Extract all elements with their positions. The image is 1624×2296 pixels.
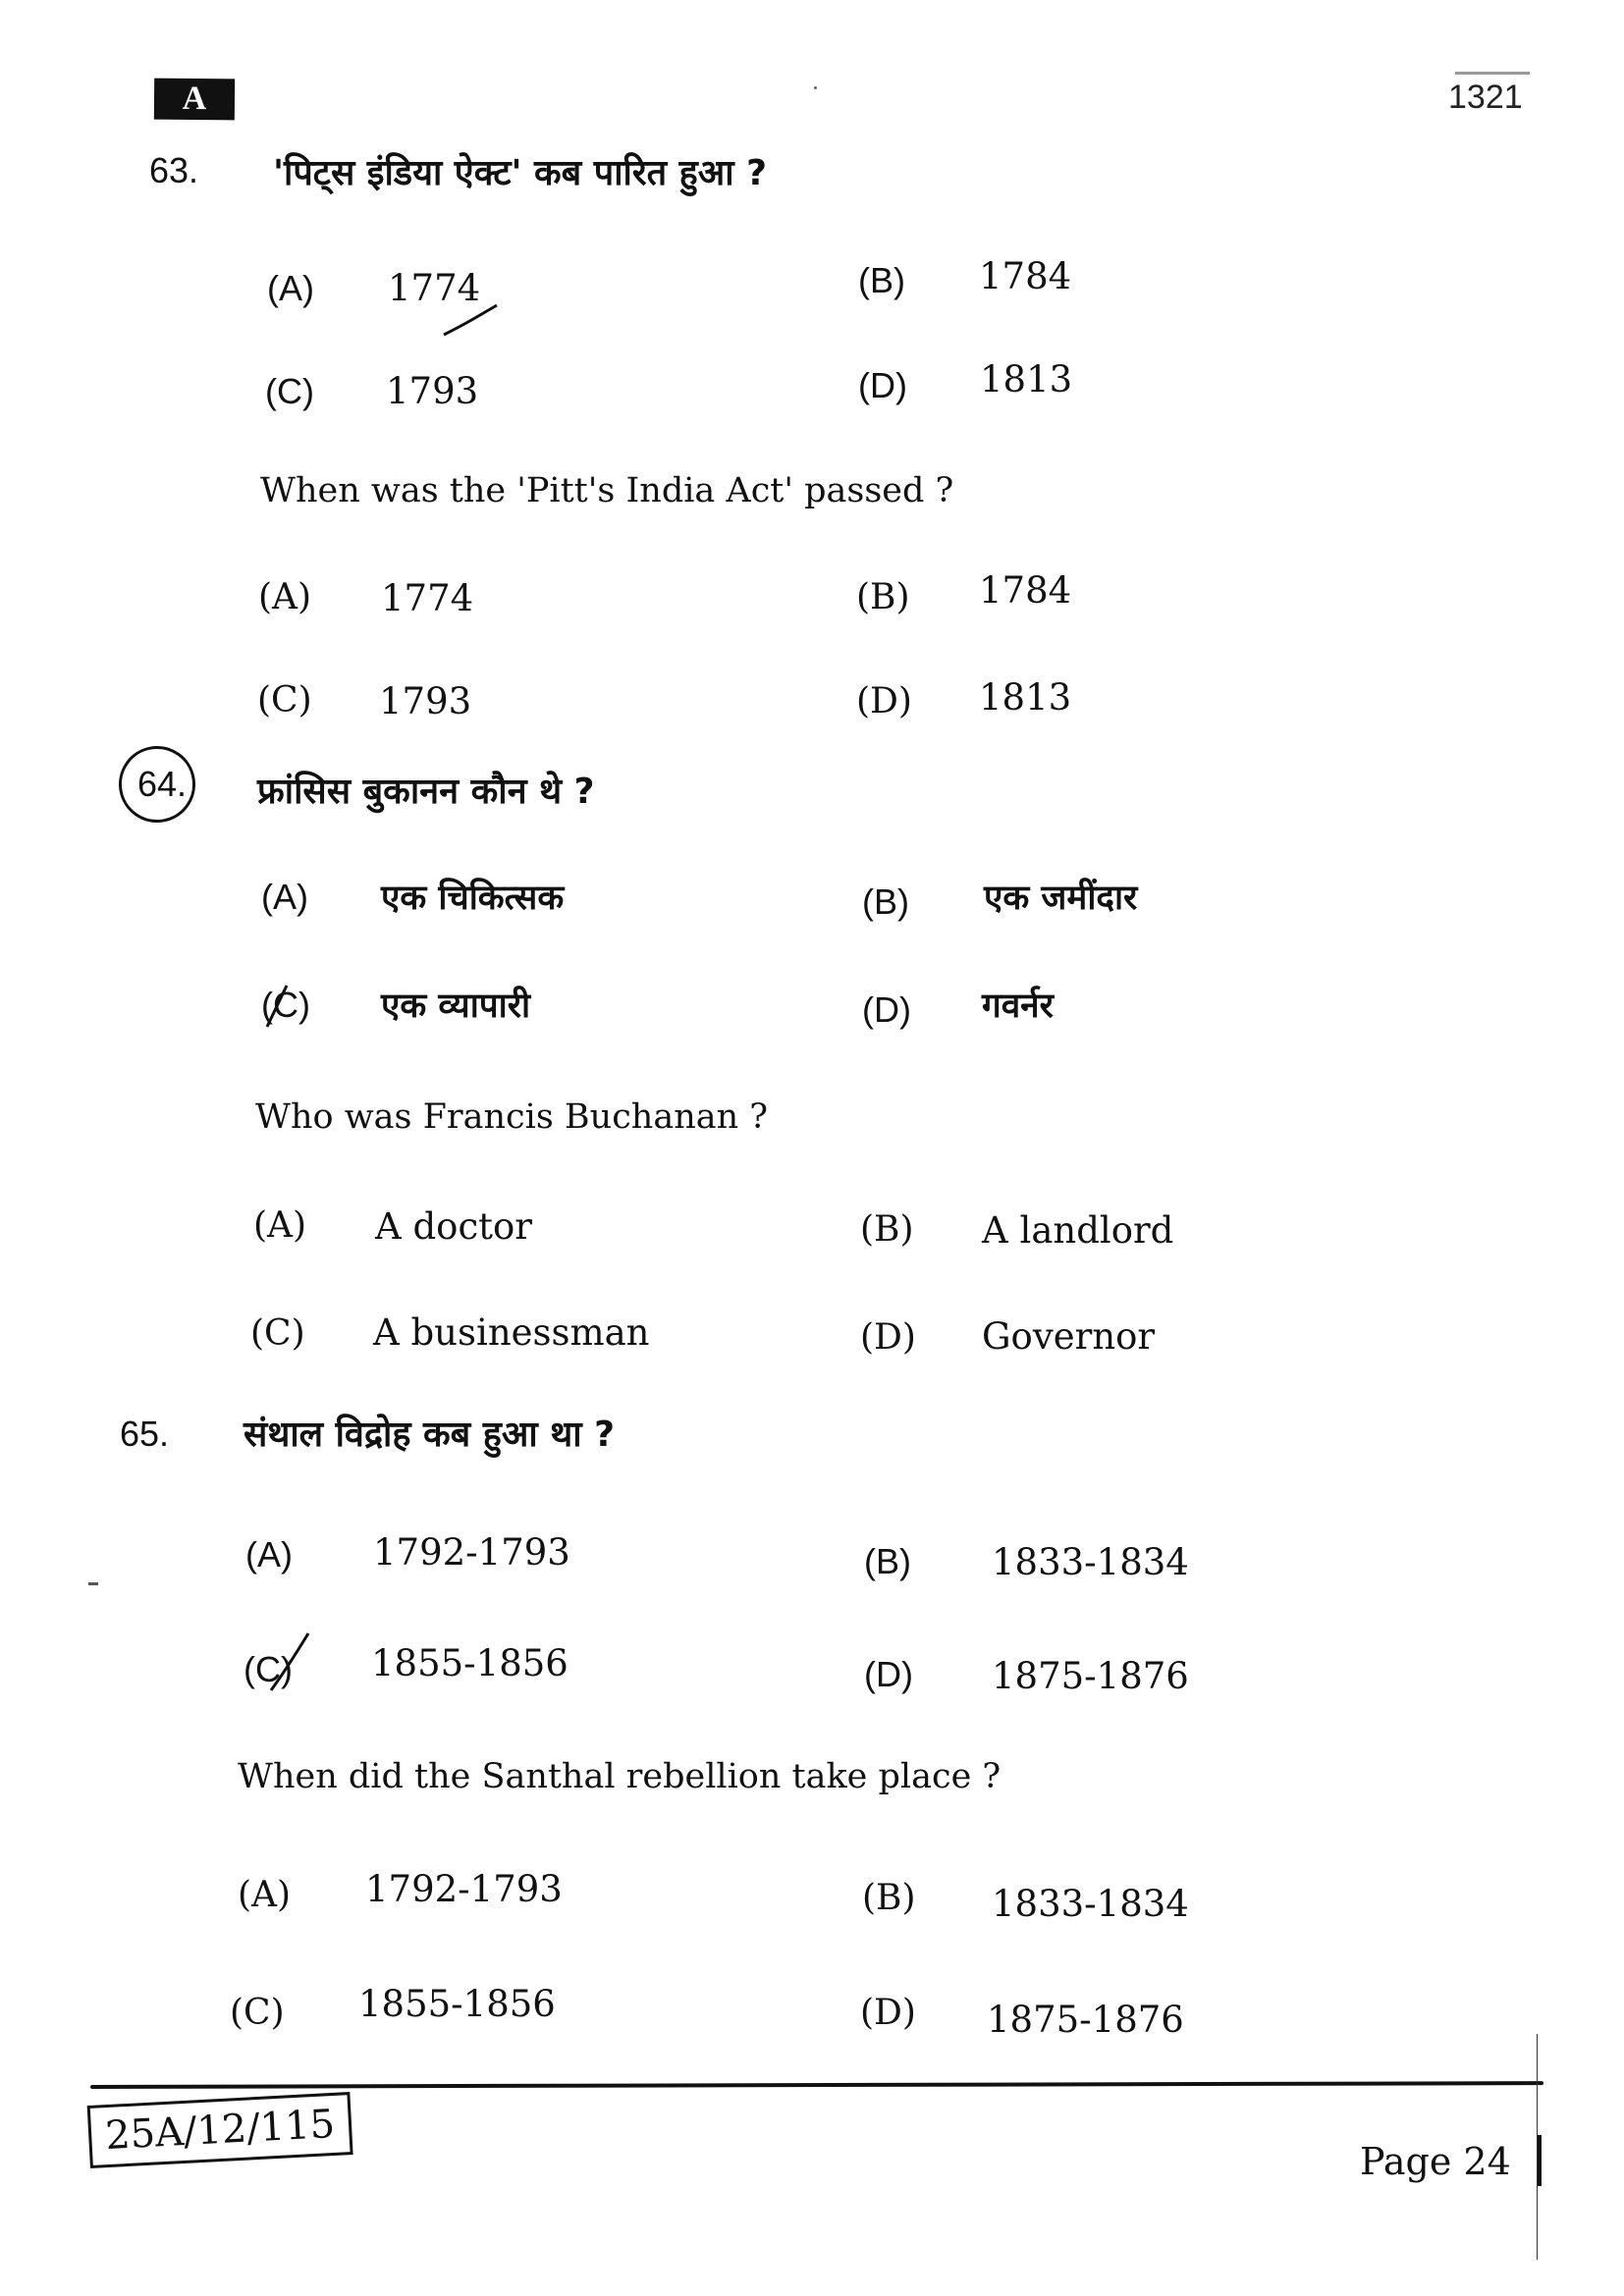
q63-en-option-a-letter[interactable]: (A) [258, 577, 312, 617]
q63-hi-option-c-letter[interactable]: (C) [265, 371, 314, 411]
q63-en-option-b-letter[interactable]: (B) [856, 577, 910, 617]
q64-en-option-c-letter[interactable]: (C) [250, 1313, 305, 1354]
q64-hi-option-c-letter[interactable]: (C) [261, 985, 310, 1025]
q63-en-option-c-letter[interactable]: (C) [257, 680, 312, 721]
q65-hi-option-c-letter[interactable]: (C) [244, 1649, 293, 1689]
question-64-hindi-text: फ्रांसिस बुकानन कौन थे ? [257, 772, 595, 812]
speck [814, 86, 817, 89]
q63-en-option-b-value: 1784 [979, 569, 1072, 612]
q65-en-option-c-letter[interactable]: (C) [230, 1993, 285, 2033]
q64-hi-option-d-value: गवर्नर [982, 987, 1054, 1026]
q64-hi-option-a-letter[interactable]: (A) [261, 877, 308, 917]
q65-en-option-b-letter[interactable]: (B) [862, 1878, 916, 1918]
q65-hi-option-a-value: 1792-1793 [373, 1531, 570, 1574]
question-63-number: 63. [149, 150, 199, 190]
q64-hi-option-b-letter[interactable]: (B) [862, 881, 909, 922]
q65-hi-option-b-value: 1833-1834 [992, 1541, 1189, 1583]
scan-edge-mark [1538, 2135, 1542, 2186]
q65-en-option-a-letter[interactable]: (A) [238, 1875, 292, 1915]
speck [88, 1582, 98, 1585]
question-63-english-text: When was the 'Pitt's India Act' passed ? [260, 471, 954, 510]
q63-hi-option-d-value: 1813 [980, 358, 1073, 400]
q65-hi-option-d-value: 1875-1876 [992, 1655, 1189, 1697]
q63-hi-option-a-letter[interactable]: (A) [267, 268, 314, 308]
q63-en-option-a-value: 1774 [381, 577, 474, 619]
question-64-number: 64. [137, 764, 188, 804]
q64-hi-option-c-value: एक व्यापारी [381, 987, 531, 1026]
check-mark-icon [440, 299, 504, 339]
q63-en-option-d-value: 1813 [979, 676, 1072, 719]
paper-code-box: 25A/12/115 [87, 2092, 353, 2168]
question-64-english-text: Who was Francis Buchanan ? [255, 1097, 769, 1137]
q64-hi-option-d-letter[interactable]: (D) [862, 989, 911, 1030]
q65-hi-option-b-letter[interactable]: (B) [864, 1541, 911, 1581]
q65-hi-option-c-value: 1855-1856 [371, 1642, 568, 1684]
question-65-hindi-text: संथाल विद्रोह कब हुआ था ? [244, 1415, 615, 1455]
q63-hi-option-a-value: 1774 [388, 267, 481, 309]
check-mark-icon [265, 1629, 314, 1698]
page-stamp: 1321 [1448, 79, 1523, 116]
q64-en-option-d-value: Governor [982, 1315, 1156, 1358]
q64-en-option-a-letter[interactable]: (A) [253, 1205, 307, 1246]
q65-hi-option-d-letter[interactable]: (D) [864, 1654, 913, 1694]
footer-rule [90, 2081, 1543, 2089]
q63-en-option-c-value: 1793 [379, 680, 472, 722]
q63-hi-option-b-value: 1784 [979, 255, 1072, 297]
q65-en-option-a-value: 1792-1793 [365, 1868, 563, 1910]
q64-en-option-c-value: A businessman [373, 1311, 650, 1354]
q64-hi-option-b-value: एक जमींदार [984, 879, 1138, 918]
stamp-overline [1455, 72, 1530, 75]
q64-hi-option-a-value: एक चिकित्सक [381, 879, 565, 918]
q65-hi-option-a-letter[interactable]: (A) [245, 1534, 293, 1575]
page-number: Page 24 [1360, 2140, 1511, 2183]
q64-en-option-a-value: A doctor [375, 1205, 532, 1248]
q65-en-option-d-letter[interactable]: (D) [860, 1993, 916, 2033]
q63-hi-option-b-letter[interactable]: (B) [858, 260, 905, 300]
q63-hi-option-c-value: 1793 [386, 370, 479, 412]
question-63-hindi-text: 'पिट्स इंडिया ऐक्ट' कब पारित हुआ ? [273, 153, 767, 193]
q65-en-option-c-value: 1855-1856 [358, 1983, 556, 2025]
question-65-english-text: When did the Santhal rebellion take place ? [238, 1757, 1001, 1796]
strike-mark-icon [263, 982, 293, 1031]
q63-hi-option-d-letter[interactable]: (D) [858, 365, 907, 405]
set-label-badge: A [154, 79, 235, 121]
q63-en-option-d-letter[interactable]: (D) [856, 681, 912, 721]
q64-en-option-b-value: A landlord [982, 1209, 1174, 1252]
q65-en-option-d-value: 1875-1876 [987, 1999, 1184, 2041]
q64-en-option-b-letter[interactable]: (B) [860, 1209, 914, 1250]
q64-en-option-d-letter[interactable]: (D) [860, 1317, 916, 1358]
question-65-number: 65. [120, 1414, 170, 1454]
q65-en-option-b-value: 1833-1834 [992, 1883, 1189, 1925]
